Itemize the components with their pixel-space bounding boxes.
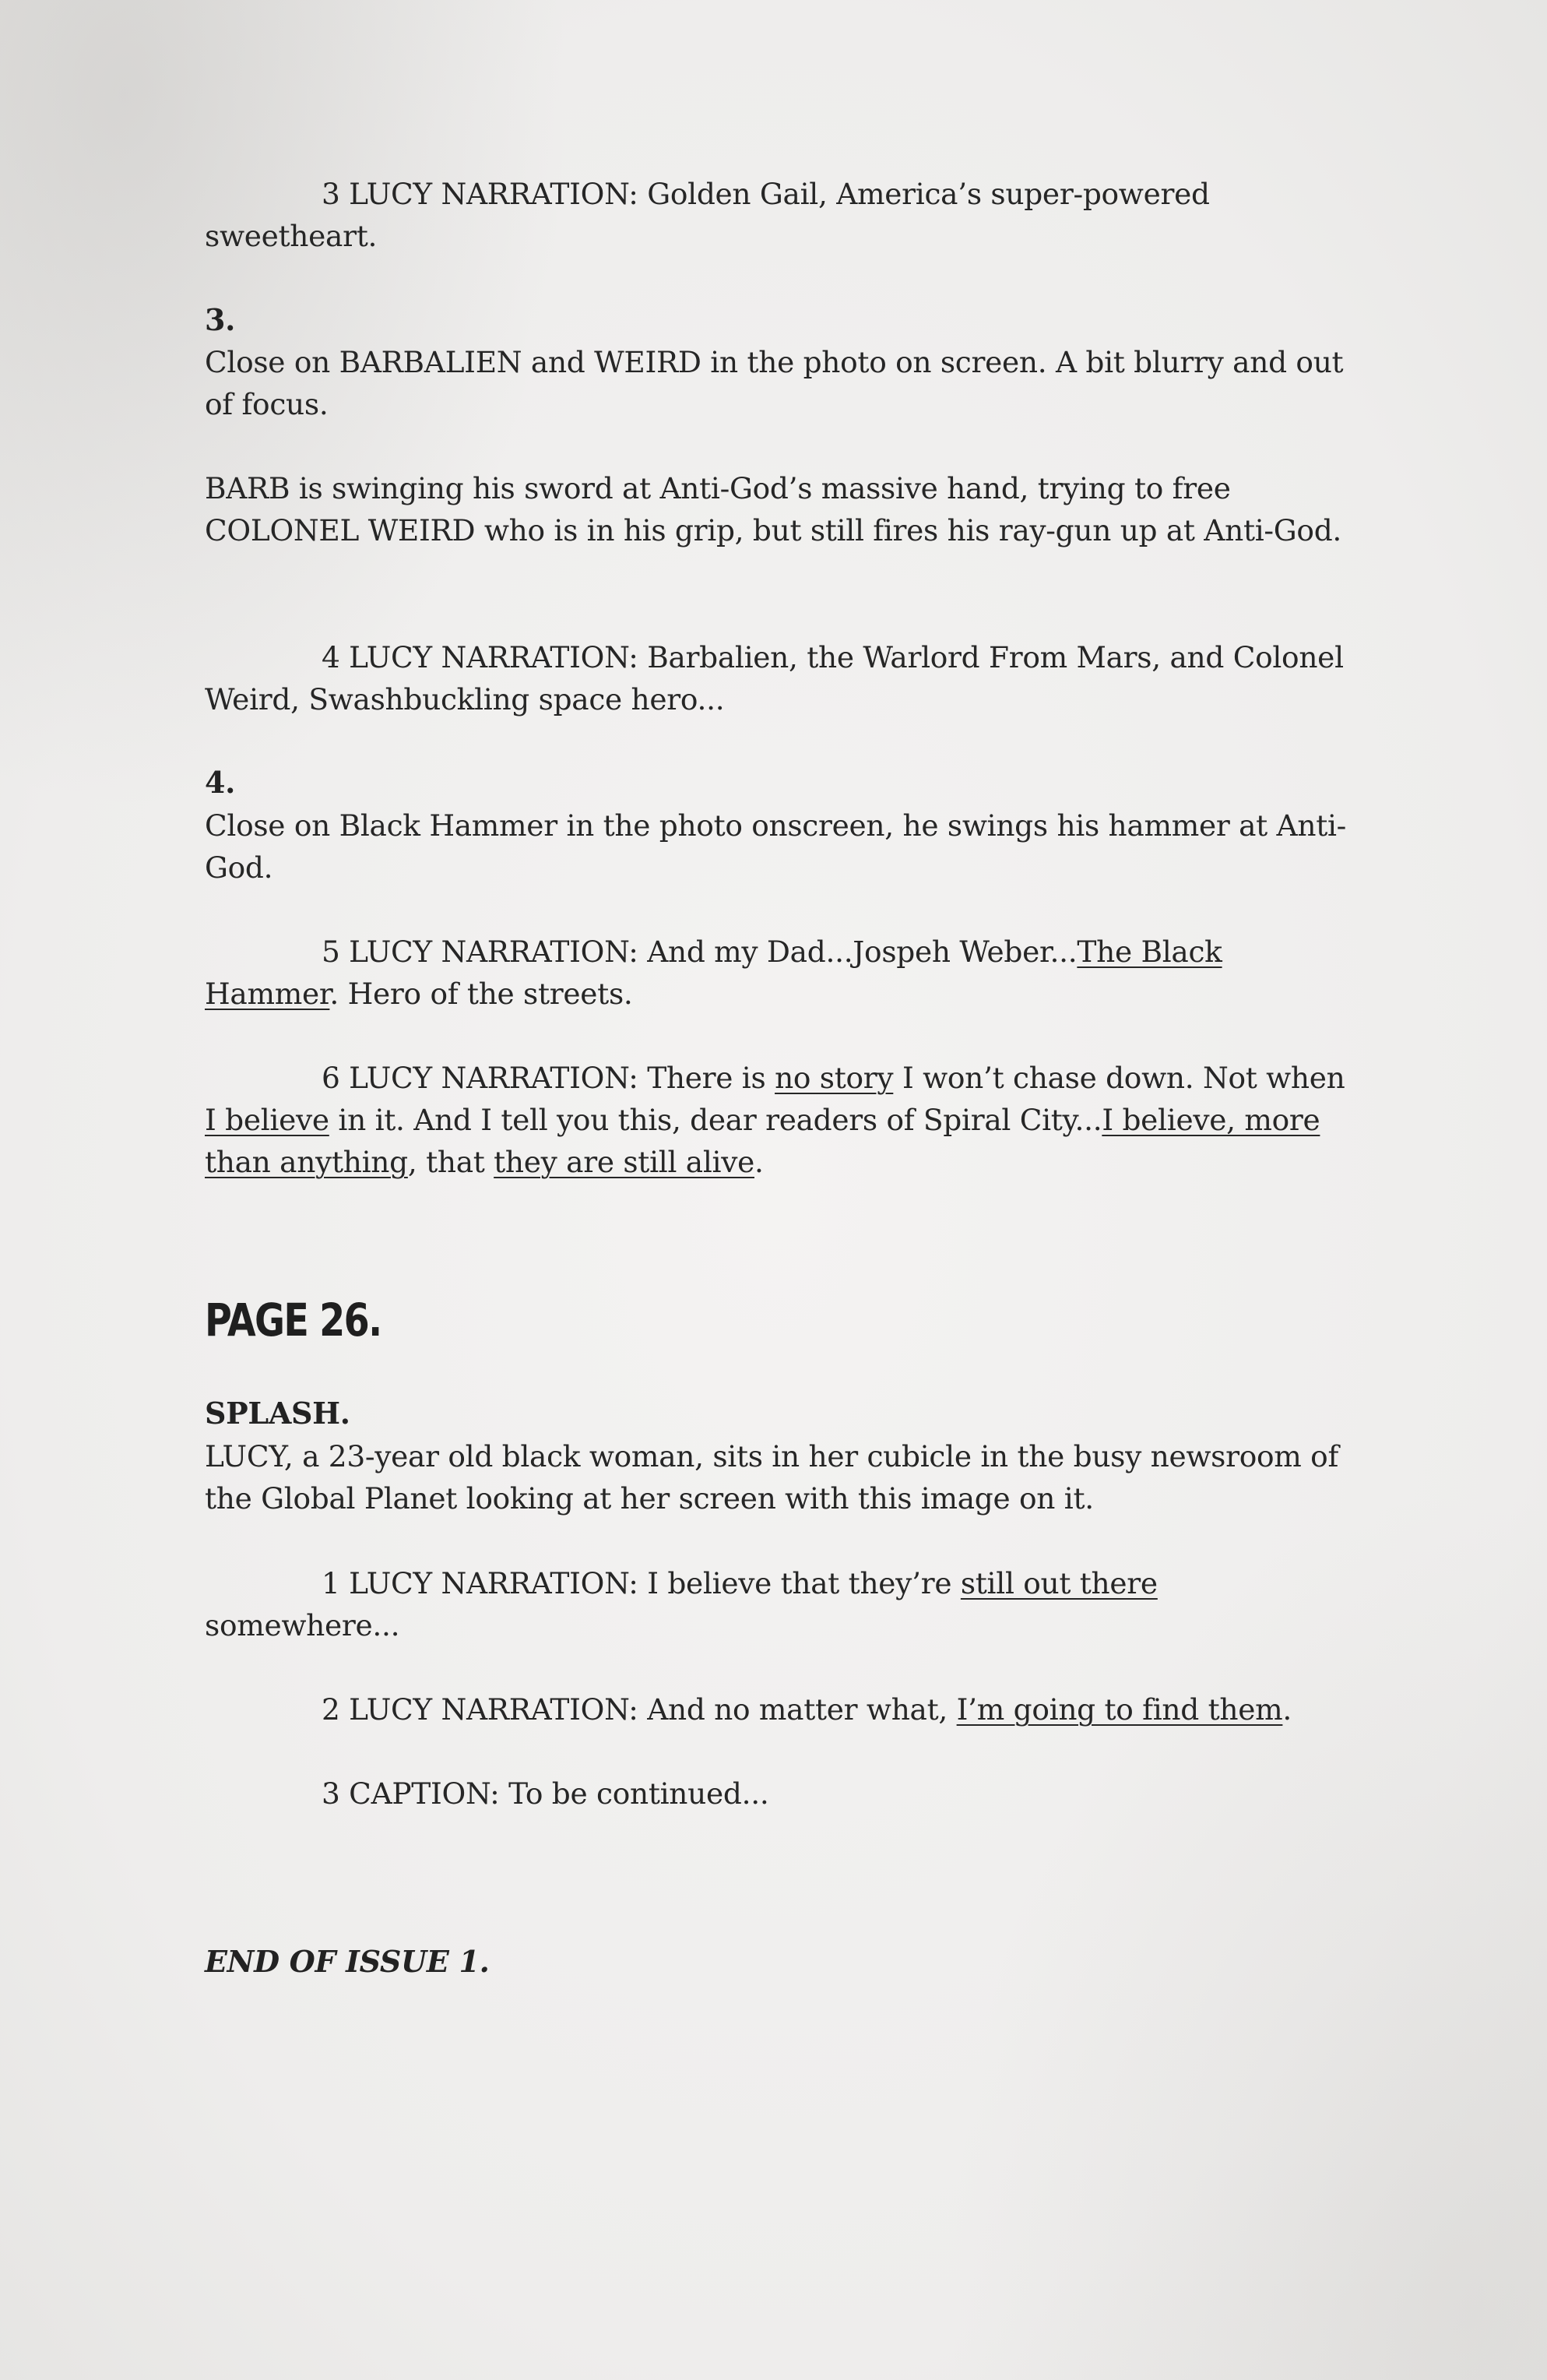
panel-3-description: Close on BARBALIEN and WEIRD in the photo on screen. A bit blurry and out of focus. [205,345,1344,421]
narration-still-alive: 6 LUCY NARRATION: There is no story I won’t chase down. Not when I believe in it. And I tell you this, dear readers of Spiral City...I believe, more than anything, that they are still alive. [205,1061,1345,1179]
caption-to-be-continued: 3 CAPTION: To be continued... [322,1776,769,1811]
page-heading: PAGE 26. [205,1294,381,1347]
panel-number-4: 4. [205,765,236,800]
panel-number-3: 3. [205,302,236,337]
narration-black-hammer: 5 LUCY NARRATION: And my Dad...Jospeh Weber...The Black Hammer. Hero of the streets. [205,935,1222,1011]
narration-find-them: 2 LUCY NARRATION: And no matter what, I’m going to find them. [322,1692,1292,1727]
splash-heading: SPLASH. [205,1396,350,1431]
narration-barbalien: 4 LUCY NARRATION: Barbalien, the Warlord From Mars, and Colonel Weird, Swashbuckling space hero... [205,640,1344,716]
narration-golden-gail: 3 LUCY NARRATION: Golden Gail, America’s super-powered sweetheart. [205,177,1210,253]
end-of-issue: END OF ISSUE 1. [205,1944,490,1979]
panel-4-description: Close on Black Hammer in the photo onscreen, he swings his hammer at Anti-God. [205,808,1347,885]
splash-description: LUCY, a 23-year old black woman, sits in her cubicle in the busy newsroom of the Global Planet looking at her screen with this image on it. [205,1439,1339,1516]
panel-3-action: BARB is swinging his sword at Anti-God’s massive hand, trying to free COLONEL WEIRD who is in his grip, but still fires his ray-gun up at Anti-God. [205,471,1342,547]
narration-still-out-there: 1 LUCY NARRATION: I believe that they’re still out there somewhere... [205,1566,1158,1642]
